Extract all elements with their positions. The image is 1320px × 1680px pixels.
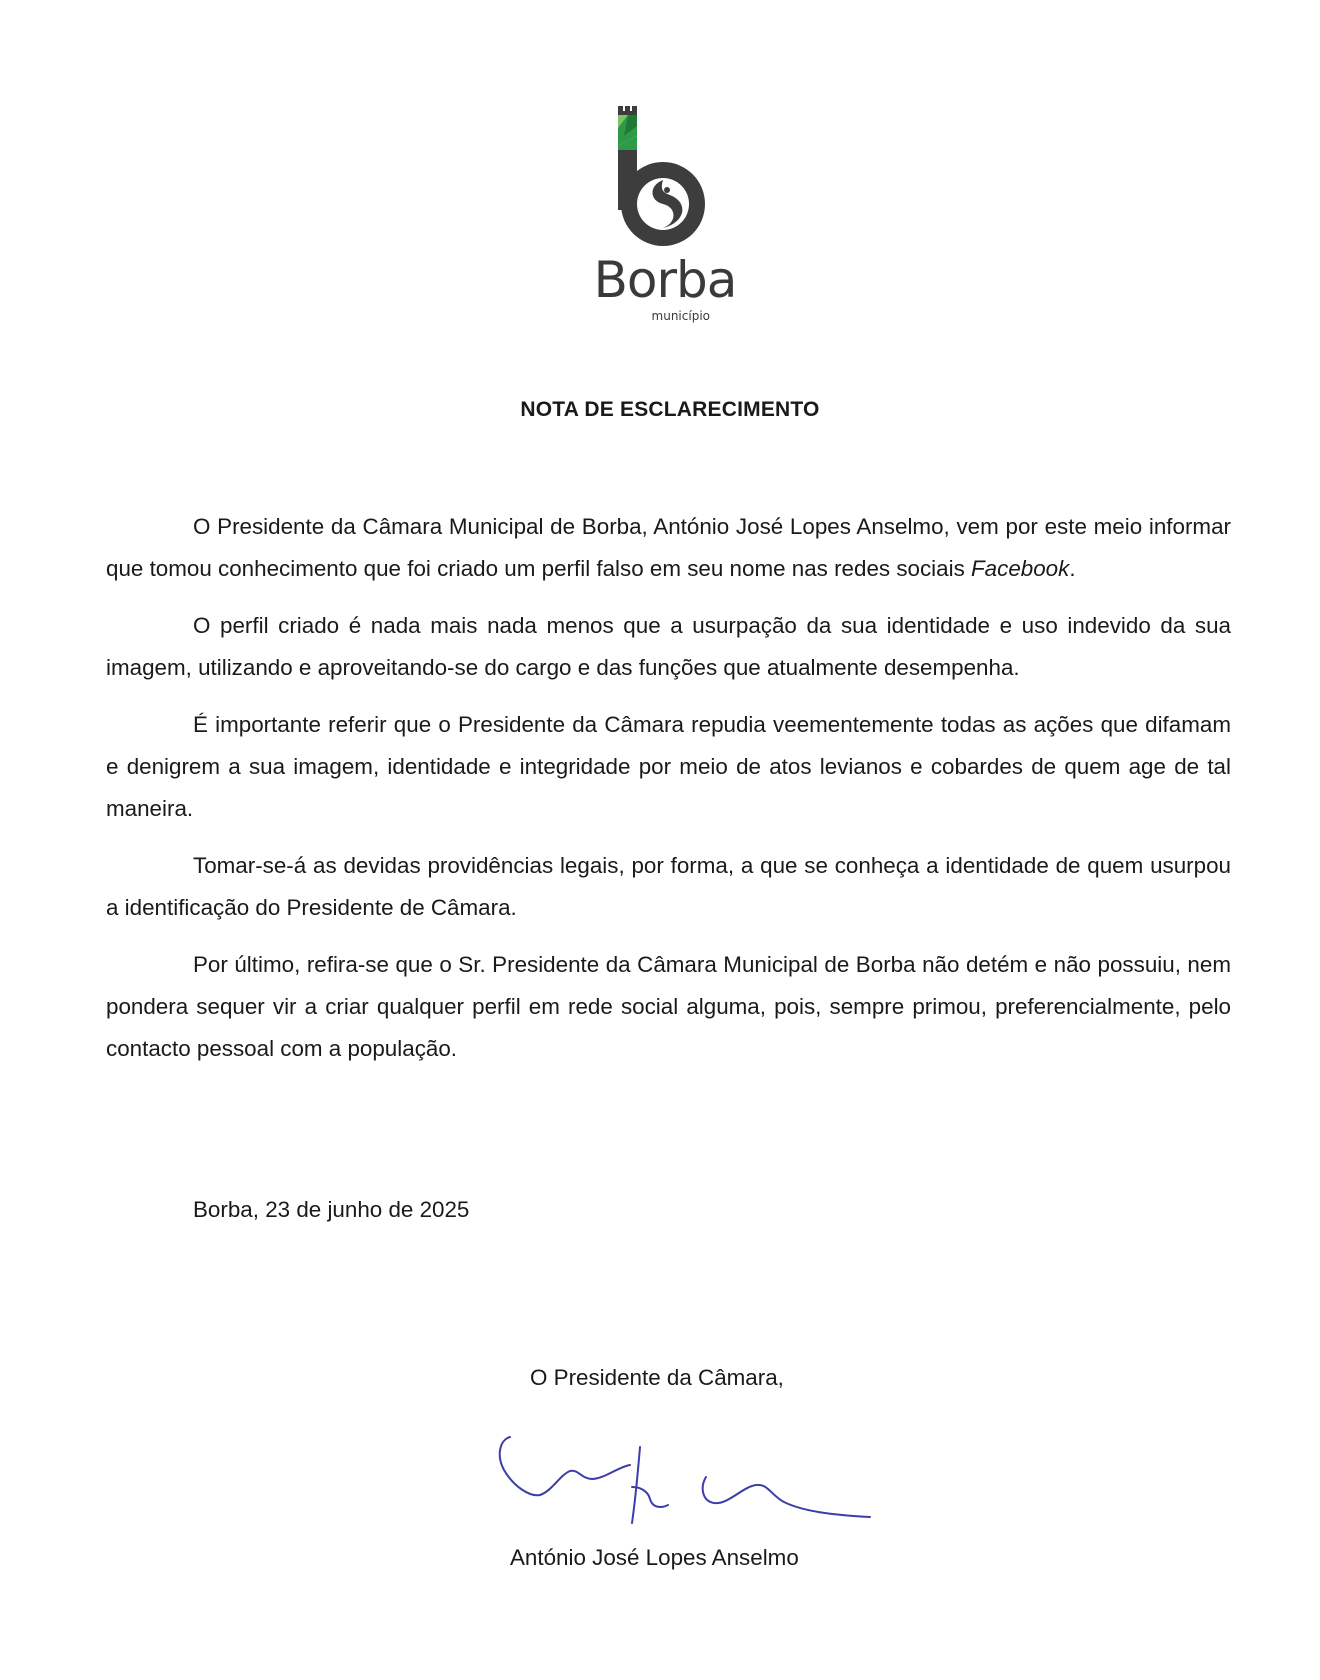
closing-line: O Presidente da Câmara, (530, 1365, 784, 1390)
document-body (106, 506, 1231, 1085)
paragraph-5: Por último, refira-se que o Sr. Presidente da Câmara Municipal de Borba não detém e não possuiu, nem pondera sequer vir a criar qualquer perfil em rede social alguma, pois, sempre primou, preferencialmente, pelo contacto pessoal com a população. (106, 952, 1231, 1061)
paragraph-3: É importante referir que o Presidente da Câmara repudia veementemente todas as ações que difamam e denigrem a sua imagem, identidade e integridade por meio de atos levianos e cobardes de quem age de tal maneira. (106, 712, 1231, 821)
paragraph-2: O perfil criado é nada mais nada menos que a usurpação da sua identidade e uso indevido da sua imagem, utilizando e aproveitando-se do cargo e das funções que atualmente desempenha. (106, 613, 1231, 680)
borba-logo (590, 100, 740, 330)
logo-wordmark: Borba (593, 251, 737, 309)
paragraph-4: Tomar-se-á as devidas providências legais, por forma, a que se conheça a identidade de quem usurpou a identificação do Presidente de Câmara. (106, 853, 1231, 920)
document-title: NOTA DE ESCLARECIMENTO (520, 398, 820, 421)
paragraph-1: O Presidente da Câmara Municipal de Borba, António José Lopes Anselmo, vem por este meio informar que tomou conhecimento que foi criado um perfil falso em seu nome nas redes sociais Facebook. (106, 514, 1231, 581)
logo-subtitle: município (651, 309, 710, 323)
signer-name: António José Lopes Anselmo (510, 1545, 799, 1570)
handwritten-signature (490, 1425, 910, 1535)
facebook-emphasis: Facebook (971, 556, 1070, 581)
date-line: Borba, 23 de junho de 2025 (193, 1197, 470, 1222)
borba-logo-icon (618, 106, 713, 256)
